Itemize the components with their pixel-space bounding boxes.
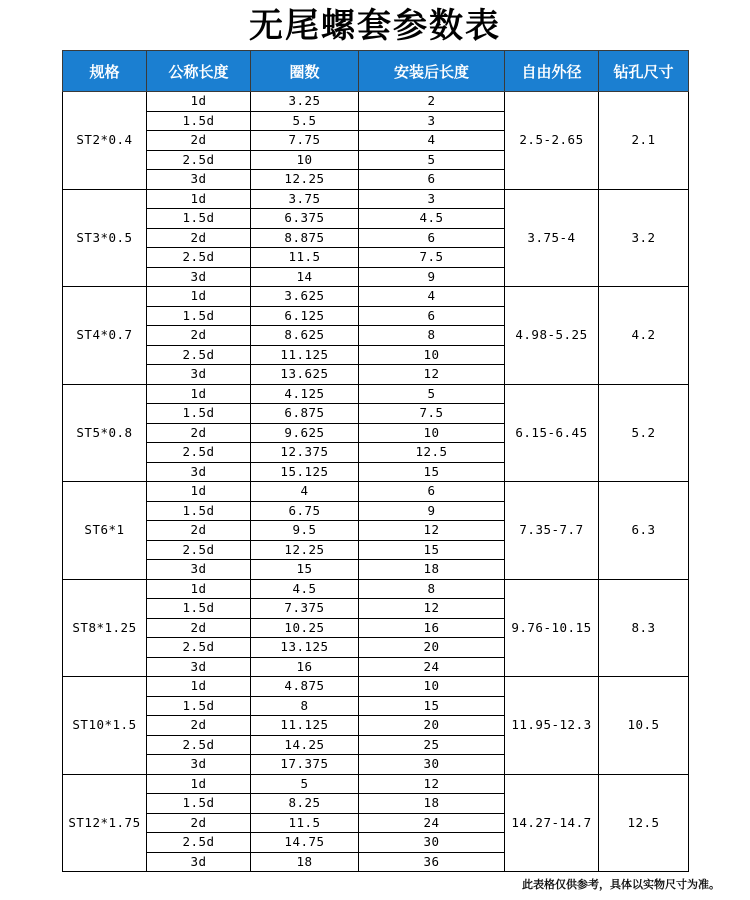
drill-size-cell: 6.3: [599, 482, 689, 580]
spec-cell: ST12*1.75: [63, 774, 147, 872]
table-row: [63, 774, 689, 794]
installed-length-cell: 12: [359, 521, 505, 541]
header-free-outer-diameter: 自由外径: [505, 51, 599, 92]
installed-length-cell: 20: [359, 638, 505, 658]
installed-length-cell: 10: [359, 677, 505, 697]
drill-size-cell: 3.2: [599, 189, 689, 287]
drill-size-cell: 12.5: [599, 774, 689, 872]
installed-length-cell: 2: [359, 92, 505, 112]
nominal-length-cell: 1.5d: [147, 306, 251, 326]
installed-length-cell: 10: [359, 423, 505, 443]
nominal-length-cell: 3d: [147, 852, 251, 872]
free-outer-diameter-cell: 3.75-4: [505, 189, 599, 287]
installed-length-cell: 8: [359, 326, 505, 346]
nominal-length-cell: 2d: [147, 618, 251, 638]
spec-cell: ST5*0.8: [63, 384, 147, 482]
nominal-length-cell: 2.5d: [147, 443, 251, 463]
free-outer-diameter-cell: 9.76-10.15: [505, 579, 599, 677]
nominal-length-cell: 1.5d: [147, 501, 251, 521]
installed-length-cell: 15: [359, 696, 505, 716]
installed-length-cell: 7.5: [359, 248, 505, 268]
nominal-length-cell: 1.5d: [147, 111, 251, 131]
nominal-length-cell: 1.5d: [147, 404, 251, 424]
free-outer-diameter-cell: 6.15-6.45: [505, 384, 599, 482]
nominal-length-cell: 1d: [147, 384, 251, 404]
installed-length-cell: 4.5: [359, 209, 505, 229]
turns-cell: 8: [251, 696, 359, 716]
turns-cell: 8.625: [251, 326, 359, 346]
turns-cell: 11.125: [251, 345, 359, 365]
turns-cell: 13.625: [251, 365, 359, 385]
turns-cell: 4: [251, 482, 359, 502]
nominal-length-cell: 2d: [147, 813, 251, 833]
turns-cell: 11.5: [251, 248, 359, 268]
turns-cell: 15: [251, 560, 359, 580]
nominal-length-cell: 2.5d: [147, 345, 251, 365]
drill-size-cell: 5.2: [599, 384, 689, 482]
installed-length-cell: 6: [359, 170, 505, 190]
installed-length-cell: 30: [359, 833, 505, 853]
turns-cell: 18: [251, 852, 359, 872]
table-header-row: [63, 51, 689, 92]
turns-cell: 4.875: [251, 677, 359, 697]
turns-cell: 16: [251, 657, 359, 677]
header-installed-length: 安装后长度: [359, 51, 505, 92]
turns-cell: 17.375: [251, 755, 359, 775]
nominal-length-cell: 3d: [147, 170, 251, 190]
installed-length-cell: 3: [359, 189, 505, 209]
footnote: 此表格仅供参考，具体以实物尺寸为准。: [522, 878, 720, 891]
header-spec: 规格: [63, 51, 147, 92]
installed-length-cell: 5: [359, 150, 505, 170]
header-turns: 圈数: [251, 51, 359, 92]
nominal-length-cell: 2d: [147, 423, 251, 443]
table-row: [63, 287, 689, 307]
table-row: [63, 482, 689, 502]
nominal-length-cell: 1.5d: [147, 209, 251, 229]
nominal-length-cell: 1d: [147, 774, 251, 794]
installed-length-cell: 15: [359, 462, 505, 482]
nominal-length-cell: 1.5d: [147, 794, 251, 814]
turns-cell: 10.25: [251, 618, 359, 638]
page-title: 无尾螺套参数表: [249, 6, 501, 46]
turns-cell: 7.375: [251, 599, 359, 619]
drill-size-cell: 8.3: [599, 579, 689, 677]
header-nominal-length: 公称长度: [147, 51, 251, 92]
spec-cell: ST10*1.5: [63, 677, 147, 775]
turns-cell: 4.5: [251, 579, 359, 599]
turns-cell: 14: [251, 267, 359, 287]
turns-cell: 7.75: [251, 131, 359, 151]
nominal-length-cell: 2d: [147, 326, 251, 346]
turns-cell: 9.5: [251, 521, 359, 541]
installed-length-cell: 30: [359, 755, 505, 775]
turns-cell: 9.625: [251, 423, 359, 443]
nominal-length-cell: 1d: [147, 189, 251, 209]
installed-length-cell: 12: [359, 599, 505, 619]
installed-length-cell: 12.5: [359, 443, 505, 463]
installed-length-cell: 16: [359, 618, 505, 638]
nominal-length-cell: 2.5d: [147, 638, 251, 658]
turns-cell: 5: [251, 774, 359, 794]
installed-length-cell: 12: [359, 365, 505, 385]
nominal-length-cell: 3d: [147, 755, 251, 775]
installed-length-cell: 9: [359, 267, 505, 287]
free-outer-diameter-cell: 14.27-14.7: [505, 774, 599, 872]
installed-length-cell: 9: [359, 501, 505, 521]
free-outer-diameter-cell: 7.35-7.7: [505, 482, 599, 580]
installed-length-cell: 36: [359, 852, 505, 872]
header-drill-size: 钻孔尺寸: [599, 51, 689, 92]
nominal-length-cell: 2.5d: [147, 248, 251, 268]
nominal-length-cell: 3d: [147, 462, 251, 482]
installed-length-cell: 25: [359, 735, 505, 755]
turns-cell: 15.125: [251, 462, 359, 482]
free-outer-diameter-cell: 11.95-12.3: [505, 677, 599, 775]
nominal-length-cell: 3d: [147, 365, 251, 385]
nominal-length-cell: 2d: [147, 228, 251, 248]
installed-length-cell: 18: [359, 560, 505, 580]
nominal-length-cell: 2.5d: [147, 735, 251, 755]
turns-cell: 6.875: [251, 404, 359, 424]
table-row: [63, 189, 689, 209]
free-outer-diameter-cell: 4.98-5.25: [505, 287, 599, 385]
turns-cell: 11.125: [251, 716, 359, 736]
free-outer-diameter-cell: 2.5-2.65: [505, 92, 599, 190]
nominal-length-cell: 1d: [147, 579, 251, 599]
spec-cell: ST8*1.25: [63, 579, 147, 677]
table-row: [63, 384, 689, 404]
drill-size-cell: 2.1: [599, 92, 689, 190]
turns-cell: 12.25: [251, 170, 359, 190]
nominal-length-cell: 3d: [147, 657, 251, 677]
table-row: [63, 677, 689, 697]
installed-length-cell: 15: [359, 540, 505, 560]
turns-cell: 3.75: [251, 189, 359, 209]
turns-cell: 6.375: [251, 209, 359, 229]
turns-cell: 8.875: [251, 228, 359, 248]
installed-length-cell: 24: [359, 657, 505, 677]
nominal-length-cell: 2.5d: [147, 833, 251, 853]
installed-length-cell: 6: [359, 228, 505, 248]
turns-cell: 10: [251, 150, 359, 170]
table-row: [63, 579, 689, 599]
spec-cell: ST3*0.5: [63, 189, 147, 287]
table-row: [63, 92, 689, 112]
installed-length-cell: 7.5: [359, 404, 505, 424]
installed-length-cell: 10: [359, 345, 505, 365]
drill-size-cell: 4.2: [599, 287, 689, 385]
turns-cell: 5.5: [251, 111, 359, 131]
nominal-length-cell: 1.5d: [147, 696, 251, 716]
nominal-length-cell: 1d: [147, 92, 251, 112]
installed-length-cell: 24: [359, 813, 505, 833]
turns-cell: 8.25: [251, 794, 359, 814]
turns-cell: 14.75: [251, 833, 359, 853]
nominal-length-cell: 2d: [147, 716, 251, 736]
installed-length-cell: 18: [359, 794, 505, 814]
spec-cell: ST2*0.4: [63, 92, 147, 190]
turns-cell: 12.25: [251, 540, 359, 560]
turns-cell: 14.25: [251, 735, 359, 755]
drill-size-cell: 10.5: [599, 677, 689, 775]
nominal-length-cell: 2d: [147, 521, 251, 541]
installed-length-cell: 4: [359, 287, 505, 307]
turns-cell: 4.125: [251, 384, 359, 404]
nominal-length-cell: 3d: [147, 267, 251, 287]
turns-cell: 6.75: [251, 501, 359, 521]
turns-cell: 12.375: [251, 443, 359, 463]
nominal-length-cell: 2.5d: [147, 150, 251, 170]
turns-cell: 3.25: [251, 92, 359, 112]
nominal-length-cell: 3d: [147, 560, 251, 580]
nominal-length-cell: 1d: [147, 287, 251, 307]
nominal-length-cell: 2d: [147, 131, 251, 151]
spec-cell: ST6*1: [63, 482, 147, 580]
installed-length-cell: 8: [359, 579, 505, 599]
turns-cell: 3.625: [251, 287, 359, 307]
nominal-length-cell: 2.5d: [147, 540, 251, 560]
installed-length-cell: 4: [359, 131, 505, 151]
installed-length-cell: 20: [359, 716, 505, 736]
installed-length-cell: 3: [359, 111, 505, 131]
turns-cell: 6.125: [251, 306, 359, 326]
nominal-length-cell: 1.5d: [147, 599, 251, 619]
spec-cell: ST4*0.7: [63, 287, 147, 385]
installed-length-cell: 12: [359, 774, 505, 794]
parameter-table: [62, 50, 689, 872]
turns-cell: 13.125: [251, 638, 359, 658]
turns-cell: 11.5: [251, 813, 359, 833]
nominal-length-cell: 1d: [147, 677, 251, 697]
installed-length-cell: 6: [359, 482, 505, 502]
installed-length-cell: 5: [359, 384, 505, 404]
installed-length-cell: 6: [359, 306, 505, 326]
nominal-length-cell: 1d: [147, 482, 251, 502]
